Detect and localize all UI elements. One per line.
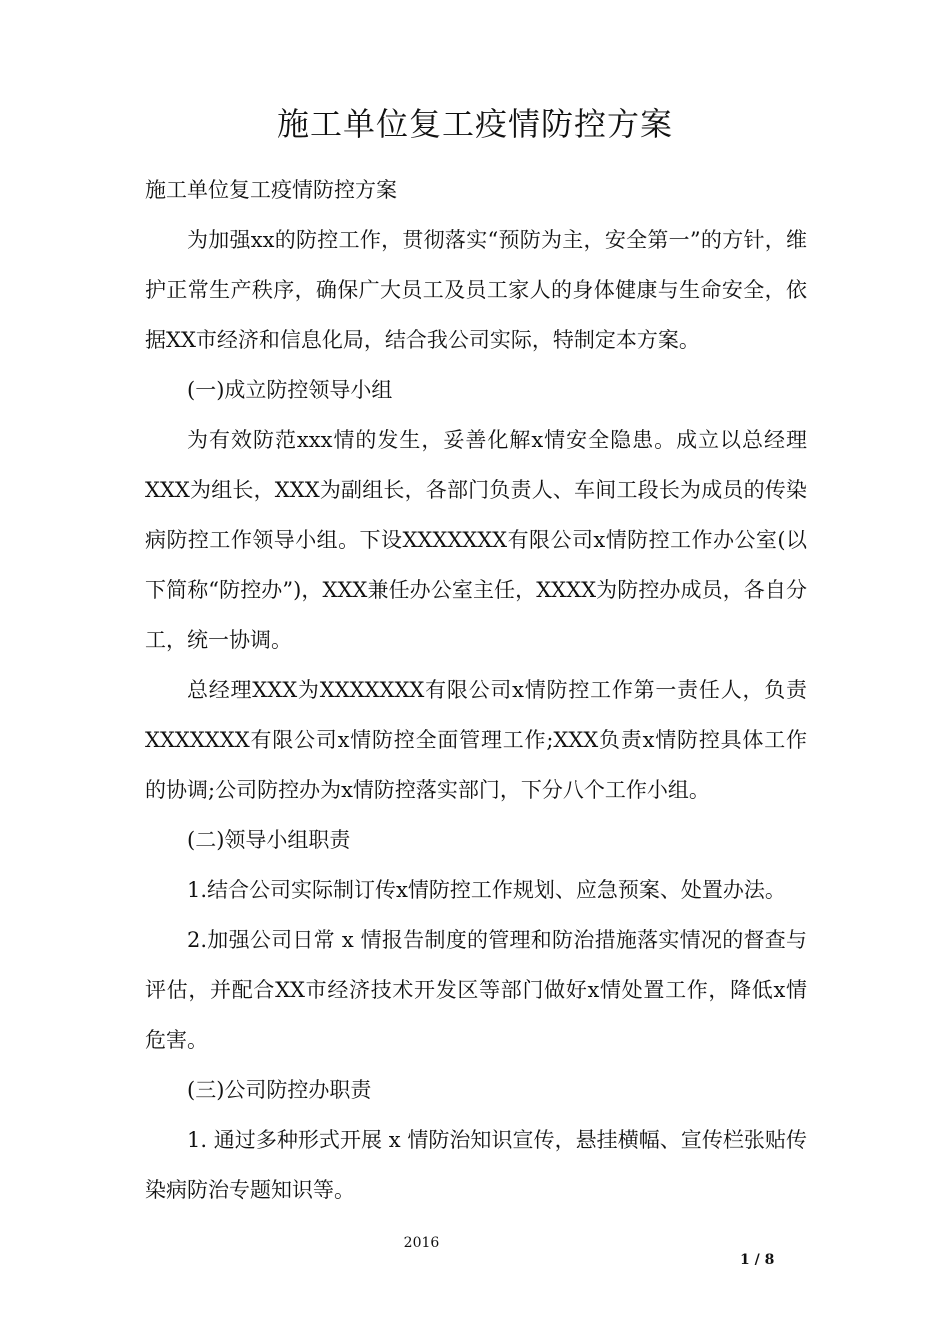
list-item-duty-1: 1.结合公司实际制订传x情防控工作规划、应急预案、处置办法。	[187, 878, 786, 902]
section-heading-1: (一)成立防控领导小组	[187, 378, 393, 402]
document-title: 施工单位复工疫情防控方案	[276, 105, 673, 143]
list-item-duty-2: 2.加强公司日常 x 情报告制度的管理和防治措施落实情况的督查与评估，并配合XX市经济技术开发区等部门做好x情处置工作，降低x情危害。	[145, 928, 807, 1052]
document-body	[145, 165, 807, 1215]
section-heading-3: (三)公司防控办职责	[187, 1078, 372, 1102]
page-number: 1 / 8	[740, 1252, 775, 1268]
document-subtitle: 施工单位复工疫情防控方案	[145, 178, 397, 202]
paragraph-responsibility: 总经理XXX为XXXXXXX有限公司x情防控工作第一责任人，负责XXXXXXX有限公司x情防控全面管理工作;XXX负责x情防控具体工作的协调;公司防控办为x情防控落实部门，下分八个工作小组。	[145, 678, 807, 802]
list-item-office-duty-1: 1. 通过多种形式开展 x 情防治知识宣传，悬挂横幅、宣传栏张贴传染病防治专题知识等。	[145, 1128, 807, 1202]
paragraph-intro: 为加强xx的防控工作，贯彻落实“预防为主，安全第一”的方针，维护正常生产秩序，确保广大员工及员工家人的身体健康与生命安全，依据XX市经济和信息化局，结合我公司实际，特制定本方案。	[145, 228, 807, 352]
paragraph-leading-group: 为有效防范xxx情的发生，妥善化解x情安全隐患。成立以总经理XXX为组长，XXX为副组长，各部门负责人、车间工段长为成员的传染病防控工作领导小组。下设XXXXXXX有限公司x情防控工作办公室(以下简称“防控办”)，XXX兼任办公室主任，XXXX为防控办成员，各自分工，统一协调。	[145, 428, 807, 652]
section-heading-2: (二)领导小组职责	[187, 828, 351, 852]
footer-year: 2016	[403, 1235, 440, 1251]
